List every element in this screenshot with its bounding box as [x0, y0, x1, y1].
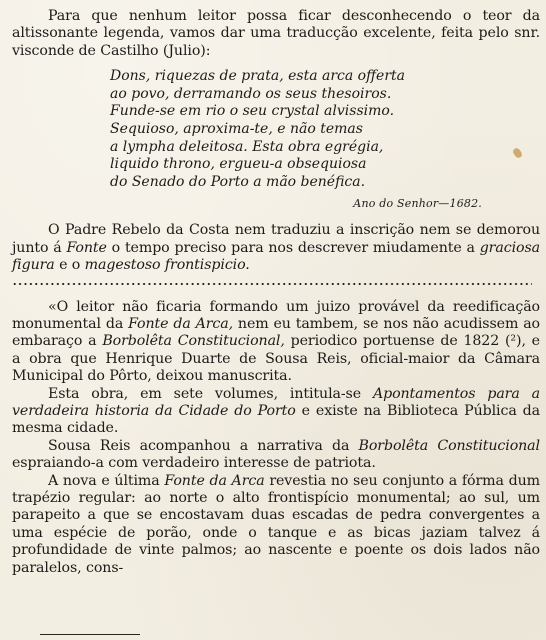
rebelo-italic-fonte: Fonte: [66, 239, 107, 256]
intro-text: Para que nenhum leitor possa ficar desconhecendo o teor da altissonante legenda, vamos dar uma traducção excelente, feita pelo snr. visconde de Castilho (Julio):: [12, 8, 540, 59]
footnote-rule: [40, 634, 140, 635]
rebelo-italic-frontispicio: magestoso frontispicio.: [84, 257, 250, 274]
dotted-separator: [12, 283, 532, 285]
quote1-text-3: periodico portuense de 1822 (²), e a obra que Henrique Duarte de Sousa Reis, oficial-maior da Câmara Municipal do Pôrto, deixou manuscrita.: [12, 333, 540, 385]
quote1-text-1: «O leitor não ficaria formando um juizo provável da reedificação monumental da: [12, 298, 540, 332]
quote2-italic-apontamentos: Apontamentos para a verdadeira historia da Cidade do Porto: [12, 385, 540, 420]
quote3-text-2: espraiando-a com verdadeiro interesse de patriota.: [12, 455, 376, 472]
rebelo-text-3: e o: [54, 257, 85, 274]
quote1-text-2: nem eu tambem, se nos não acudissem ao embaraço a: [12, 316, 540, 350]
quote-paragraph-2: [12, 386, 540, 438]
quote-paragraph-3: [12, 438, 540, 473]
quote4-italic-fonte-arca: Fonte da Arca: [164, 472, 265, 489]
poem-line-1: Dons, riquezas de prata, esta arca offerta: [110, 68, 405, 85]
inscription-date: Ano do Senhor—1682.: [353, 197, 482, 211]
quote1-italic-borboleta: Borbolêta Constitucional,: [102, 333, 285, 350]
quote-paragraph-1: [12, 299, 540, 386]
poem-line-4: Sequioso, aproxima-te, e não temas: [110, 121, 363, 137]
poem-line-5: a lympha deleitosa. Esta obra egrégia,: [110, 138, 384, 155]
quote3-text-1: Sousa Reis acompanhou a narrativa da: [48, 437, 359, 454]
rebelo-text-2: o tempo preciso para nos descrever miudamente a: [106, 239, 480, 256]
poem-line-6: liquido throno, ergueu-a obsequiosa: [110, 156, 367, 173]
quote1-italic-fonte-arca: Fonte da Arca,: [128, 316, 234, 332]
quoted-section: [12, 299, 540, 578]
poem-line-3: Funde-se em rio o seu crystal alvissimo.: [110, 103, 395, 120]
quote2-text-1: Esta obra, em sete volumes, intitula-se: [48, 385, 373, 402]
poem-line-2: ao povo, derramando os seus thesoiros.: [110, 85, 392, 102]
rebelo-text-1: O Padre Rebelo da Costa nem traduziu a inscrição nem se demorou junto á: [12, 222, 540, 256]
quote3-italic-borboleta: Borbolêta Constitucional: [358, 437, 540, 454]
quote4-text-1: A nova e última: [48, 472, 165, 489]
inscription-translation: [110, 68, 540, 191]
poem-line-7: do Senado do Porto a mão benéfica.: [110, 173, 366, 190]
quote-paragraph-4: [12, 473, 540, 577]
quote2-text-2: e existe na Biblioteca Pública da mesma cidade.: [12, 403, 540, 437]
intro-paragraph: [12, 8, 540, 60]
rebelo-paragraph: [12, 222, 540, 274]
quote4-text-2: revestia no seu conjunto a fórma dum trapézio regular: ao norte o alto frontispício monumental; ao sul, um parapeito a que se encostavam duas escadas de pedra convergentes a uma espécie de porão, onde o tanque e as bicas jaziam talvez á profundidade de vinte palmos; ao nascente e poente os dois lados não paralelos, cons-: [12, 472, 540, 576]
rebelo-italic-figura: graciosa figura: [12, 239, 540, 274]
